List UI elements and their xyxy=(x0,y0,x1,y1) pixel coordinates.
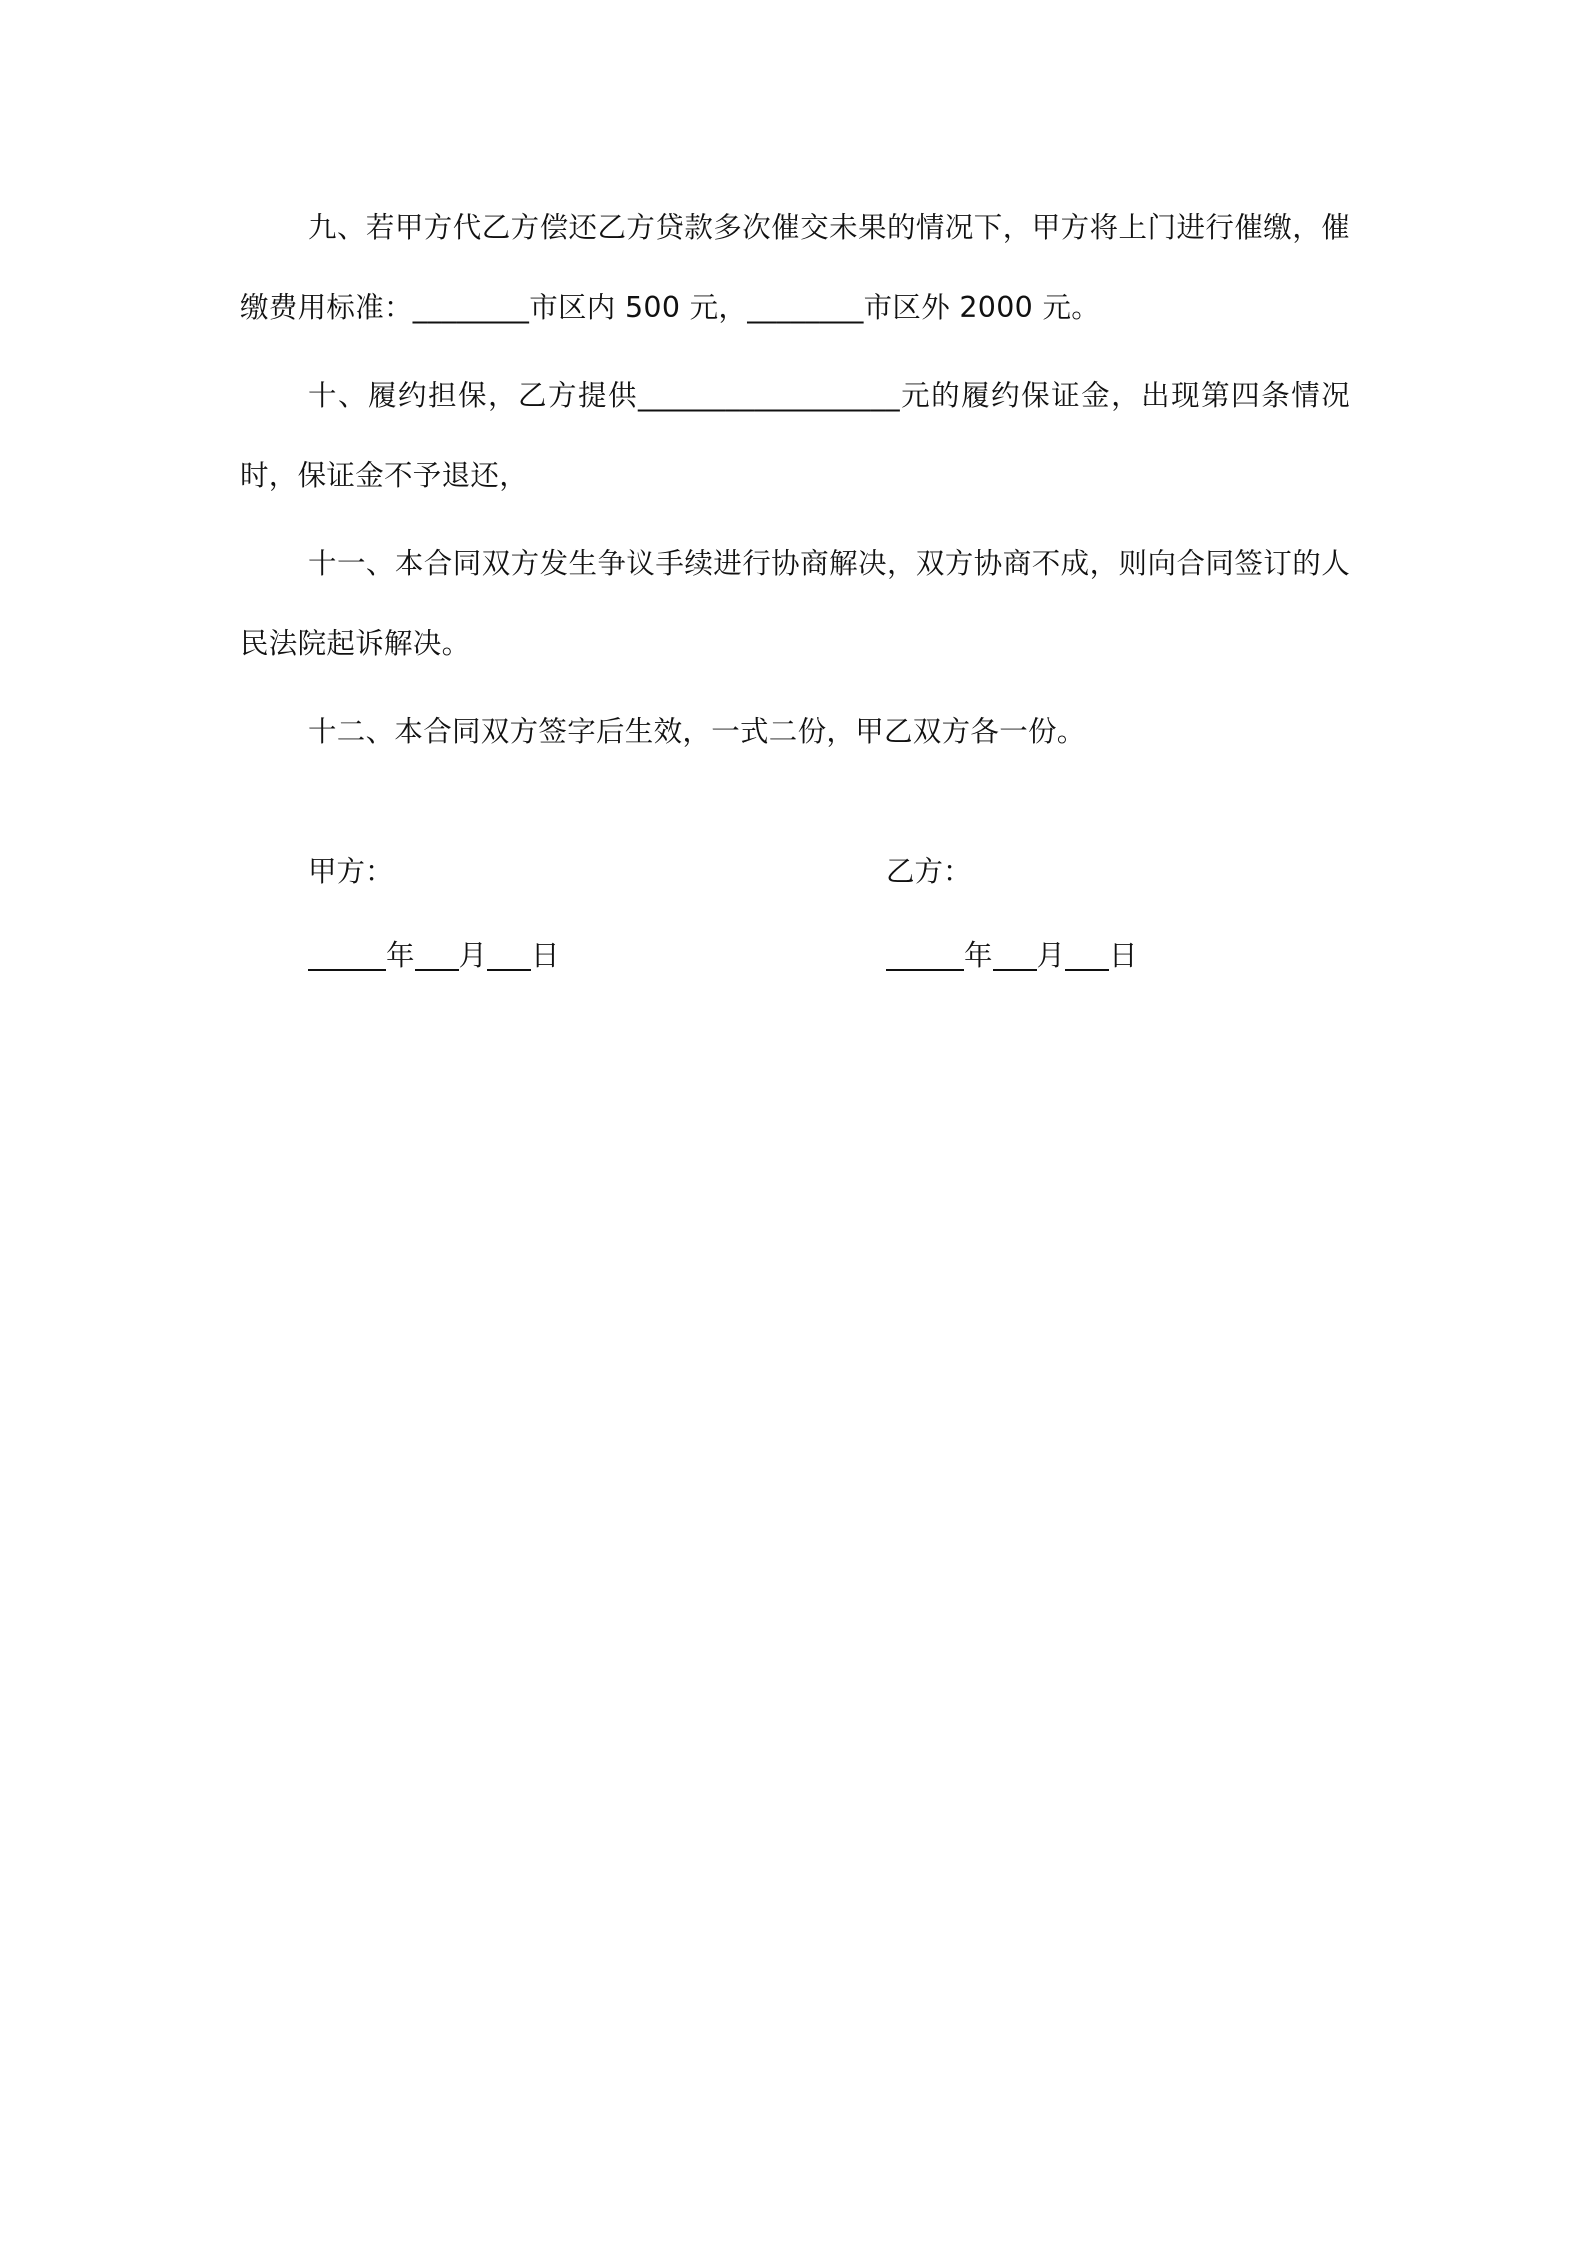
clause-12: 十二、本合同双方签字后生效，一式二份，甲乙双方各一份。 xyxy=(308,715,1086,748)
year-label: 年 xyxy=(386,939,415,972)
party-b-label: 乙方： xyxy=(886,855,972,888)
clause-10: 十、履约担保，乙方提供__________________元的履约保证金，出现第四条情况时，保证金不予退还， xyxy=(240,379,1350,492)
year-label: 年 xyxy=(964,939,993,972)
party-a-date-line xyxy=(308,932,560,980)
month-blank[interactable] xyxy=(993,935,1037,971)
year-blank[interactable] xyxy=(308,935,386,971)
day-label: 日 xyxy=(531,939,560,972)
party-b-date-line xyxy=(886,932,1138,980)
day-blank[interactable] xyxy=(487,935,531,971)
clause-11: 十一、本合同双方发生争议手续进行协商解决，双方协商不成，则向合同签订的人民法院起诉解决。 xyxy=(240,547,1350,660)
party-a-label: 甲方： xyxy=(308,855,394,888)
clause-9: 九、若甲方代乙方偿还乙方贷款多次催交未果的情况下，甲方将上门进行催缴，催缴费用标准：________市区内 500 元，________市区外 2000 元。 xyxy=(240,211,1350,324)
day-blank[interactable] xyxy=(1065,935,1109,971)
day-label: 日 xyxy=(1109,939,1138,972)
month-blank[interactable] xyxy=(415,935,459,971)
month-label: 月 xyxy=(458,939,488,972)
year-blank[interactable] xyxy=(886,935,964,971)
month-label: 月 xyxy=(1036,939,1066,972)
